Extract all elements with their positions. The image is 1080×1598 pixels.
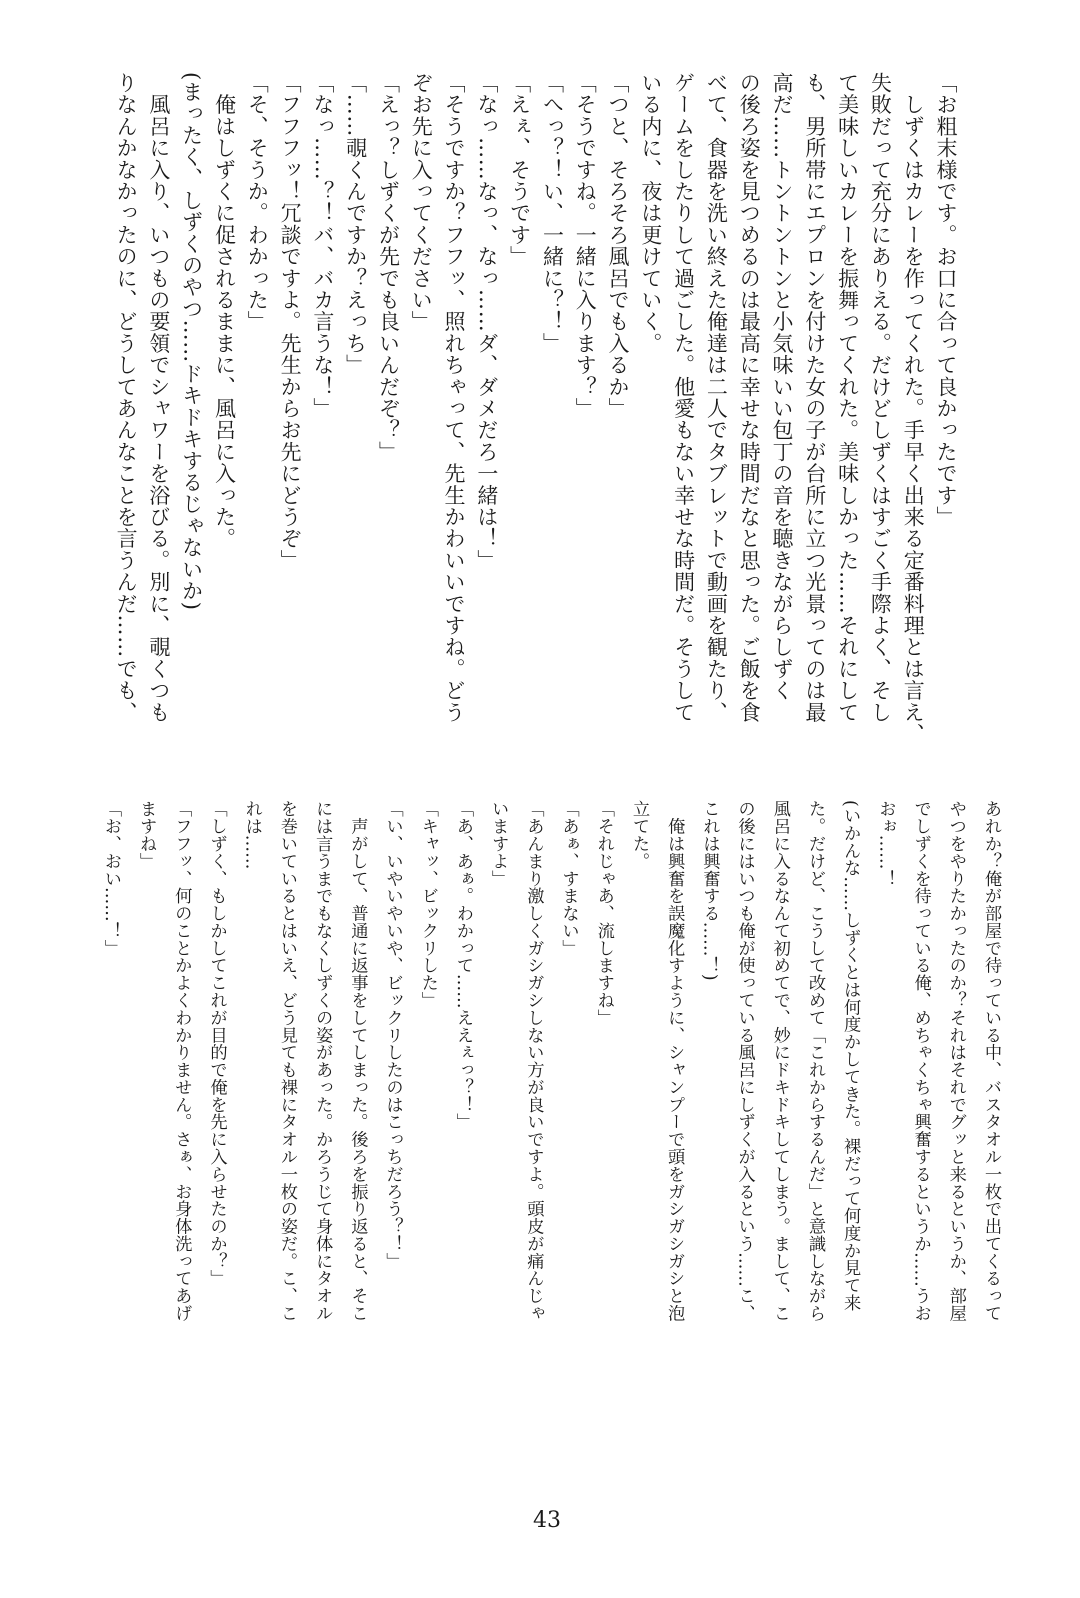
text-line: 「しずく、もしかしてこれが目的で俺を先に入らせたのか？」	[206, 800, 227, 1287]
text-line: 「えぇ、そうです」	[507, 72, 532, 268]
text-line: あれか？俺が部屋で待っている中、バスタオル一枚で出てくるって	[981, 800, 1001, 1322]
text-line: 「あぁ、すまない」	[558, 800, 579, 957]
text-line: 高だ……トントントンと小気味いい包丁の音を聴きながらしずく	[770, 72, 795, 702]
text-line: 「なっ……？！バ、バカ言うな！」	[310, 72, 335, 420]
text-line: れは……	[241, 800, 262, 870]
page-number: 43	[533, 1508, 561, 1533]
text-line: 俺はしずくに促されるままに、風呂に入った。	[212, 72, 237, 550]
top-text-block	[109, 72, 962, 745]
text-line: しずくはカレーを作ってくれた。手早く出来る定番料理とは言え、	[901, 72, 926, 745]
text-line: これは興奮する……！)	[699, 800, 720, 981]
text-line: りなんかなかったのに、どうしてあんなことを言うんだ……でも、	[114, 72, 139, 723]
text-line: おぉ……！	[875, 800, 896, 887]
text-line: て美味しいカレーを振舞ってくれた。美味しかった……それにして	[835, 72, 860, 723]
text-line: 「なっ……なっ、なっ……ダ、ダメだろ一緒は！」	[474, 72, 499, 572]
bottom-text-block	[93, 800, 1008, 1322]
text-line: には言うまでもなくしずくの姿があった。かろうじて身体にタオル	[312, 800, 333, 1322]
text-line: た。だけど、こうして改めて「これからするんだ」と意識しながら	[804, 800, 825, 1322]
text-line: 「へっ？！い、一緒に？！」	[540, 72, 565, 355]
text-line: 風呂に入るなんて初めてで、妙にドキドキしてしまう。まして、こ	[769, 800, 790, 1322]
text-line: 「フフッ、何のことかよくわかりません。さぁ、お身体洗ってあげ	[171, 800, 192, 1322]
text-line: いますよ」	[488, 800, 509, 887]
text-line: 「それじゃあ、流しますね」	[593, 800, 614, 1027]
text-line: 「えっ？しずくが先でも良いんだぞ？」	[376, 72, 401, 463]
text-line: 「あんまり激しくガシガシしない方が良いですよ。頭皮が痛んじゃ	[523, 800, 544, 1322]
text-line: 声がして、普通に返事をしてしまった。後ろを振り返ると、そこ	[347, 800, 368, 1322]
text-line: 失敗だって充分にありえる。だけどしずくはすごく手際よく、そし	[868, 72, 893, 723]
text-line: の後にはいつも俺が使っている風呂にしずくが入るという……こ、	[734, 800, 755, 1322]
text-line: 「つと、そろそろ風呂でも入るか」	[606, 72, 631, 420]
text-line: 「そ、そうか。わかった」	[245, 72, 270, 333]
text-line: 「お、おい……！」	[100, 800, 121, 957]
text-line: 「そうですか？フフッ、照れちゃって、先生かわいいですね。どう	[442, 72, 467, 723]
text-line: も、男所帯にエプロンを付けた女の子が台所に立つ光景ってのは最	[802, 72, 827, 723]
text-line: 俺は興奮を誤魔化すように、シャンプーで頭をガシガシガシと泡	[664, 800, 685, 1322]
text-line: の後ろ姿を見つめるのは最高に幸せな時間だなと思った。ご飯を食	[737, 72, 762, 723]
text-line: 「フフフッ！冗談ですよ。先生からお先にどうぞ」	[278, 72, 303, 572]
text-line: 「キャッ、ビックリした」	[417, 800, 438, 1009]
text-line: (まったく、しずくのやつ……ドキドキするじゃないか)	[179, 72, 204, 611]
text-line: いる内に、夜は更けていく。	[638, 72, 663, 355]
text-line: べて、食器を洗い終えた俺達は二人でタブレットで動画を観たり、	[704, 72, 729, 723]
text-line: やつをやりたかったのか？それはそれでグッと来るというか、部屋	[945, 800, 966, 1322]
text-line: 「お粗末様です。お口に合って良かったです」	[934, 72, 958, 528]
text-line: 「そうですね。一緒に入ります？」	[573, 72, 598, 420]
text-line: 「あ、あぁ。わかって……ええぇっ？！」	[452, 800, 473, 1131]
text-line: でしずくを待っている俺、めちゃくちゃ興奮するというか……うお	[910, 800, 931, 1322]
text-line: (いかんな……しずくとは何度かしてきた。裸だって何度か見て来	[840, 800, 861, 1312]
text-line: ぞお先に入ってください」	[409, 72, 434, 333]
text-line: を巻いているとはいえ、どう見ても裸にタオル一枚の姿だ。こ、こ	[276, 800, 297, 1322]
text-line: ますね」	[136, 800, 157, 870]
text-line: 風呂に入り、いつもの要領でシャワーを浴びる。別に、覗くつも	[146, 72, 171, 723]
text-line: 「……覗くんですか？えっち」	[343, 72, 368, 376]
text-line: 立てた。	[628, 800, 649, 870]
text-line: 「い、いやいやいや、ビックリしたのはこっちだろう？！」	[382, 800, 403, 1270]
text-line: ゲームをしたりして過ごした。他愛もない幸せな時間だ。そうして	[671, 72, 696, 723]
